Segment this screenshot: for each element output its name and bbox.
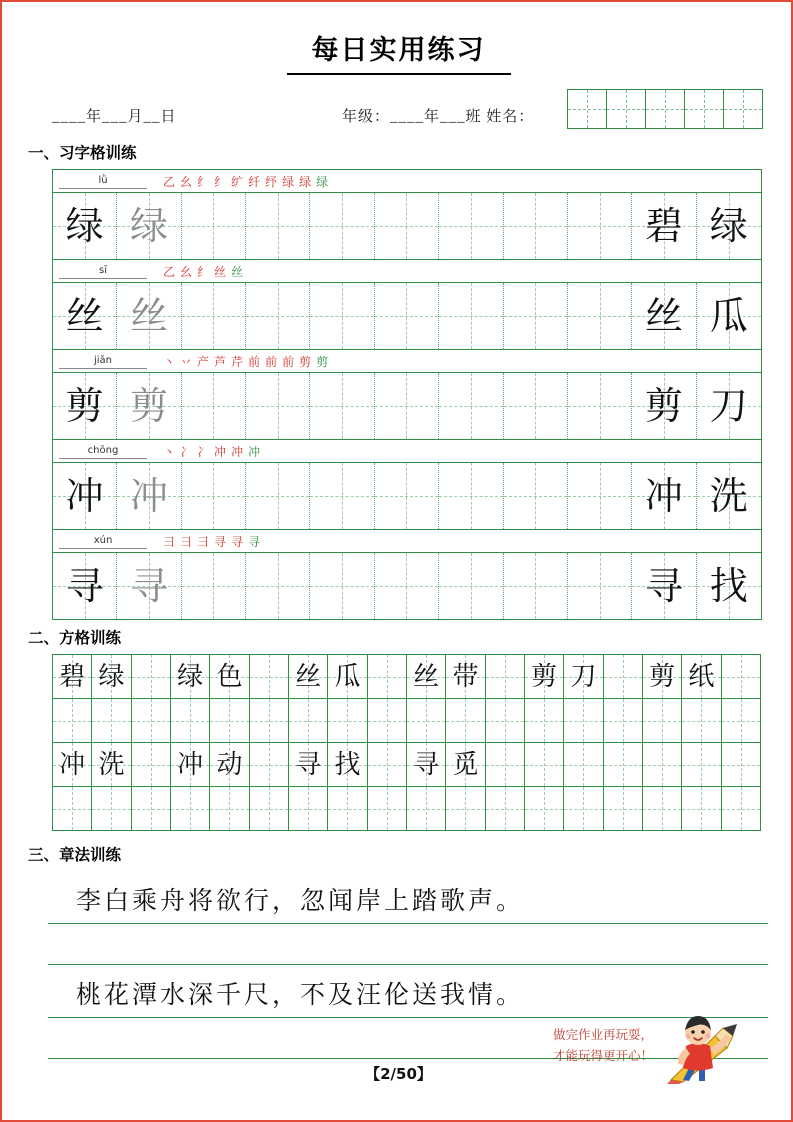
square-grid-cell[interactable] — [53, 743, 92, 787]
tian-zi-ge-cell[interactable] — [375, 193, 439, 259]
square-grid-cell[interactable] — [643, 743, 682, 787]
character-glyph: 丝 — [413, 661, 440, 692]
tian-zi-ge-cell[interactable] — [632, 193, 696, 259]
square-grid-cell[interactable] — [53, 655, 92, 699]
character-glyph: 找 — [334, 749, 361, 780]
name-cell[interactable] — [724, 89, 763, 129]
name-cell[interactable] — [646, 89, 685, 129]
square-grid-cell[interactable] — [564, 743, 603, 787]
square-grid-cell[interactable] — [132, 743, 171, 787]
tian-zi-ge-cell[interactable] — [246, 193, 310, 259]
square-grid-cell[interactable] — [682, 787, 721, 831]
character-glyph: 冲 — [177, 749, 204, 780]
square-grid-cell[interactable] — [486, 699, 525, 743]
pinyin-label: lǜ — [59, 173, 147, 189]
tian-zi-ge-cell[interactable] — [697, 193, 761, 259]
tian-zi-ge-cell[interactable] — [697, 463, 761, 529]
square-grid-cell[interactable] — [289, 699, 328, 743]
practice-row — [53, 170, 761, 260]
square-grid-cell[interactable] — [446, 787, 485, 831]
tian-zi-ge-cell[interactable] — [697, 553, 761, 619]
square-grid-cell[interactable] — [604, 655, 643, 699]
square-grid-cell[interactable] — [210, 787, 249, 831]
tian-zi-ge-cell[interactable] — [246, 463, 310, 529]
character-glyph: 剪 — [130, 384, 169, 428]
stroke-sequence: 乙幺纟纟纩纤纾绿绿绿 — [163, 174, 334, 189]
tian-zi-ge-cell[interactable] — [375, 283, 439, 349]
character-glyph: 找 — [709, 564, 748, 608]
square-grid-cell[interactable] — [250, 787, 289, 831]
character-glyph: 绿 — [65, 204, 104, 248]
square-grid-row[interactable] — [53, 699, 761, 743]
tian-zi-ge-cell[interactable] — [632, 283, 696, 349]
square-grid-cell[interactable] — [210, 743, 249, 787]
square-grid-cell[interactable] — [722, 787, 761, 831]
tian-zi-ge-cell[interactable] — [439, 553, 503, 619]
square-grid-cell[interactable] — [486, 743, 525, 787]
square-grid-cell[interactable] — [368, 787, 407, 831]
tian-zi-ge-cell[interactable] — [310, 283, 374, 349]
square-grid-cell[interactable] — [643, 655, 682, 699]
square-grid-cell[interactable] — [289, 743, 328, 787]
name-cell[interactable] — [607, 89, 646, 129]
square-grid-cell[interactable] — [289, 787, 328, 831]
stroke-order-bar — [53, 260, 761, 283]
tian-zi-ge-cell[interactable] — [53, 373, 117, 439]
page-number: 【2/50】 — [365, 1065, 432, 1083]
tian-zi-ge-cell[interactable] — [182, 193, 246, 259]
square-grid-cell[interactable] — [132, 655, 171, 699]
tian-zi-ge-cell[interactable] — [310, 463, 374, 529]
square-grid-cell[interactable] — [53, 787, 92, 831]
character-glyph: 纸 — [688, 661, 715, 692]
square-grid-row[interactable] — [53, 655, 761, 699]
character-glyph: 剪 — [531, 661, 558, 692]
practice-row — [53, 350, 761, 440]
square-grid-cell[interactable] — [171, 699, 210, 743]
sentence-text: 桃花潭水深千尺，不及汪伦送我情。 — [76, 980, 525, 1009]
tian-zi-ge-cell[interactable] — [53, 193, 117, 259]
tian-zi-ge-cell[interactable] — [53, 553, 117, 619]
character-glyph: 觅 — [452, 749, 479, 780]
square-grid-cell[interactable] — [604, 699, 643, 743]
square-grid-cell[interactable] — [328, 743, 367, 787]
practice-cell-row[interactable] — [53, 373, 761, 439]
tian-zi-ge-cell[interactable] — [310, 373, 374, 439]
writing-line[interactable] — [48, 871, 768, 924]
square-grid-cell[interactable] — [722, 699, 761, 743]
square-grid-cell[interactable] — [604, 787, 643, 831]
tian-zi-ge-cell[interactable] — [182, 463, 246, 529]
square-grid-cell[interactable] — [328, 655, 367, 699]
square-grid-cell[interactable] — [682, 655, 721, 699]
tian-zi-ge-cell[interactable] — [504, 463, 568, 529]
footer — [24, 1002, 773, 1098]
square-grid-cell[interactable] — [643, 699, 682, 743]
name-grid[interactable] — [567, 89, 763, 129]
pinyin-label: sī — [59, 263, 147, 279]
date-field[interactable]: ____年___月__日 — [52, 109, 177, 125]
practice-row — [53, 260, 761, 350]
square-grid-cell[interactable] — [92, 787, 131, 831]
pinyin-label: xún — [59, 533, 147, 549]
character-glyph: 绿 — [177, 661, 204, 692]
stroke-order-bar — [53, 350, 761, 373]
tian-zi-ge-cell[interactable] — [375, 463, 439, 529]
tian-zi-ge-cell[interactable] — [117, 373, 181, 439]
page-title: 每日实用练习 — [311, 35, 486, 66]
writing-line[interactable] — [48, 924, 768, 965]
stroke-sequence: 乙幺纟丝丝 — [163, 264, 249, 279]
stroke-order-bar — [53, 170, 761, 193]
character-glyph: 色 — [216, 661, 243, 692]
section-three-heading: 三、章法训练 — [28, 846, 122, 864]
square-grid-cell[interactable] — [328, 699, 367, 743]
tian-zi-ge-cell[interactable] — [375, 553, 439, 619]
tian-zi-ge-cell[interactable] — [439, 193, 503, 259]
stroke-sequence: 丶丷产芦芹前前前剪剪 — [163, 354, 334, 369]
character-glyph: 丝 — [644, 294, 683, 338]
slogan — [553, 1024, 653, 1067]
square-grid-cell[interactable] — [210, 699, 249, 743]
tian-zi-ge-cell[interactable] — [632, 373, 696, 439]
stroke-order-bar — [53, 530, 761, 553]
square-grid-cell[interactable] — [446, 699, 485, 743]
character-glyph: 寻 — [413, 749, 440, 780]
square-grid-cell[interactable] — [722, 743, 761, 787]
square-grid-cell[interactable] — [328, 787, 367, 831]
practice-cell-row[interactable] — [53, 553, 761, 619]
square-grid-cell[interactable] — [132, 699, 171, 743]
name-cell[interactable] — [685, 89, 724, 129]
square-grid-cell[interactable] — [407, 699, 446, 743]
tian-zi-ge-cell[interactable] — [310, 553, 374, 619]
square-grid-cell[interactable] — [171, 787, 210, 831]
square-grid-cell[interactable] — [604, 743, 643, 787]
square-grid-row[interactable] — [53, 743, 761, 787]
square-grid-cell[interactable] — [446, 655, 485, 699]
character-glyph: 丝 — [130, 294, 169, 338]
stroke-sequence: 丶冫冫冲冲冲 — [163, 444, 266, 459]
tian-zi-ge-cell[interactable] — [568, 463, 632, 529]
square-grid-cell[interactable] — [407, 787, 446, 831]
square-grid-cell[interactable] — [722, 655, 761, 699]
square-grid-cell[interactable] — [210, 655, 249, 699]
square-grid-cell[interactable] — [92, 743, 131, 787]
tian-zi-ge-cell[interactable] — [697, 283, 761, 349]
section-two-heading: 二、方格训练 — [28, 629, 122, 647]
tian-zi-ge-cell[interactable] — [568, 373, 632, 439]
tian-zi-ge-cell[interactable] — [632, 463, 696, 529]
square-grid-cell[interactable] — [564, 787, 603, 831]
tian-zi-ge-cell[interactable] — [439, 373, 503, 439]
square-grid-cell[interactable] — [250, 743, 289, 787]
tian-zi-ge-cell[interactable] — [117, 463, 181, 529]
square-grid-cell[interactable] — [368, 655, 407, 699]
tian-zi-ge-cell[interactable] — [504, 373, 568, 439]
square-grid-cell[interactable] — [682, 743, 721, 787]
square-grid-cell[interactable] — [368, 699, 407, 743]
tian-zi-ge-cell[interactable] — [504, 283, 568, 349]
square-grid-cell[interactable] — [525, 655, 564, 699]
square-grid-cell[interactable] — [407, 743, 446, 787]
square-grid-cell[interactable] — [250, 699, 289, 743]
pinyin-label: chōng — [59, 443, 147, 459]
tian-zi-ge-cell[interactable] — [439, 463, 503, 529]
tian-zi-ge-cell[interactable] — [182, 373, 246, 439]
stroke-sequence: ⺕彐彐寻寻寻 — [163, 534, 266, 549]
practice-row — [53, 440, 761, 530]
tian-zi-ge-cell[interactable] — [53, 463, 117, 529]
character-glyph: 动 — [216, 749, 243, 780]
character-glyph: 冲 — [65, 474, 104, 518]
character-glyph: 寻 — [644, 564, 683, 608]
square-grid-cell[interactable] — [132, 787, 171, 831]
tian-zi-ge-cell[interactable] — [504, 193, 568, 259]
tian-zi-ge-cell[interactable] — [117, 553, 181, 619]
square-grid-cell[interactable] — [564, 655, 603, 699]
square-grid-cell[interactable] — [525, 787, 564, 831]
square-grid-cell[interactable] — [486, 655, 525, 699]
character-glyph: 绿 — [98, 661, 125, 692]
tian-zi-ge-cell[interactable] — [504, 553, 568, 619]
character-glyph: 洗 — [98, 749, 125, 780]
character-glyph: 剪 — [649, 661, 676, 692]
pinyin-label: jiǎn — [59, 353, 147, 369]
square-grid-cell[interactable] — [289, 655, 328, 699]
character-glyph: 丝 — [65, 294, 104, 338]
character-glyph: 冲 — [59, 749, 86, 780]
title-underline — [287, 73, 511, 75]
tian-zi-ge-cell[interactable] — [182, 283, 246, 349]
character-glyph: 寻 — [130, 564, 169, 608]
tian-zi-ge-cell[interactable] — [117, 283, 181, 349]
character-glyph: 刀 — [570, 661, 597, 692]
character-glyph: 剪 — [65, 384, 104, 428]
square-grid-cell[interactable] — [53, 699, 92, 743]
name-cell[interactable] — [567, 89, 607, 129]
tian-zi-ge-cell[interactable] — [632, 553, 696, 619]
tian-zi-ge-cell[interactable] — [246, 283, 310, 349]
slogan-line-1: 做完作业再玩耍， — [552, 1026, 653, 1042]
square-grid-row[interactable] — [53, 787, 761, 831]
tian-zi-ge-cell[interactable] — [568, 553, 632, 619]
square-grid-cell[interactable] — [564, 699, 603, 743]
practice-row — [53, 530, 761, 620]
character-glyph: 寻 — [65, 564, 104, 608]
character-glyph: 瓜 — [334, 661, 361, 692]
character-glyph: 洗 — [709, 474, 748, 518]
tian-zi-ge-cell[interactable] — [697, 373, 761, 439]
stroke-order-bar — [53, 440, 761, 463]
practice-cell-row[interactable] — [53, 463, 761, 529]
character-glyph: 丝 — [295, 661, 322, 692]
character-glyph: 刀 — [709, 384, 748, 428]
tian-zi-ge-cell[interactable] — [246, 553, 310, 619]
square-grid-cell[interactable] — [486, 787, 525, 831]
square-grid-cell[interactable] — [171, 655, 210, 699]
character-glyph: 寻 — [295, 749, 322, 780]
square-grid-block — [52, 654, 761, 831]
square-grid-cell[interactable] — [446, 743, 485, 787]
practice-cell-row[interactable] — [53, 283, 761, 349]
tian-zi-ge-cell[interactable] — [568, 193, 632, 259]
section-one-heading: 一、习字格训练 — [28, 144, 137, 162]
character-glyph: 剪 — [644, 384, 683, 428]
tian-zi-ge-cell[interactable] — [375, 373, 439, 439]
character-glyph: 带 — [452, 661, 479, 692]
slogan-line-2: 才能玩得更开心！ — [552, 1047, 653, 1063]
grade-name-field[interactable]: 年级：____年___班 姓名： — [342, 109, 535, 125]
square-grid-cell[interactable] — [525, 743, 564, 787]
practice-grid-block — [52, 169, 762, 620]
square-grid-cell[interactable] — [92, 699, 131, 743]
tian-zi-ge-cell[interactable] — [568, 283, 632, 349]
practice-cell-row[interactable] — [53, 193, 761, 259]
square-grid-cell[interactable] — [682, 699, 721, 743]
square-grid-cell[interactable] — [525, 699, 564, 743]
tian-zi-ge-cell[interactable] — [117, 193, 181, 259]
character-glyph: 冲 — [644, 474, 683, 518]
character-glyph: 冲 — [130, 474, 169, 518]
sentence-text: 李白乘舟将欲行，忽闻岸上踏歌声。 — [76, 886, 525, 915]
character-glyph: 瓜 — [709, 294, 748, 338]
tian-zi-ge-cell[interactable] — [439, 283, 503, 349]
tian-zi-ge-cell[interactable] — [182, 553, 246, 619]
square-grid-cell[interactable] — [643, 787, 682, 831]
square-grid-cell[interactable] — [407, 655, 446, 699]
tian-zi-ge-cell[interactable] — [310, 193, 374, 259]
square-grid-cell[interactable] — [368, 743, 407, 787]
tian-zi-ge-cell[interactable] — [53, 283, 117, 349]
tian-zi-ge-cell[interactable] — [246, 373, 310, 439]
character-glyph: 绿 — [709, 204, 748, 248]
character-glyph: 绿 — [130, 204, 169, 248]
character-glyph: 碧 — [644, 204, 683, 248]
character-glyph: 碧 — [59, 661, 86, 692]
square-grid-cell[interactable] — [250, 655, 289, 699]
square-grid-cell[interactable] — [92, 655, 131, 699]
meta-row — [24, 87, 773, 135]
square-grid-cell[interactable] — [171, 743, 210, 787]
